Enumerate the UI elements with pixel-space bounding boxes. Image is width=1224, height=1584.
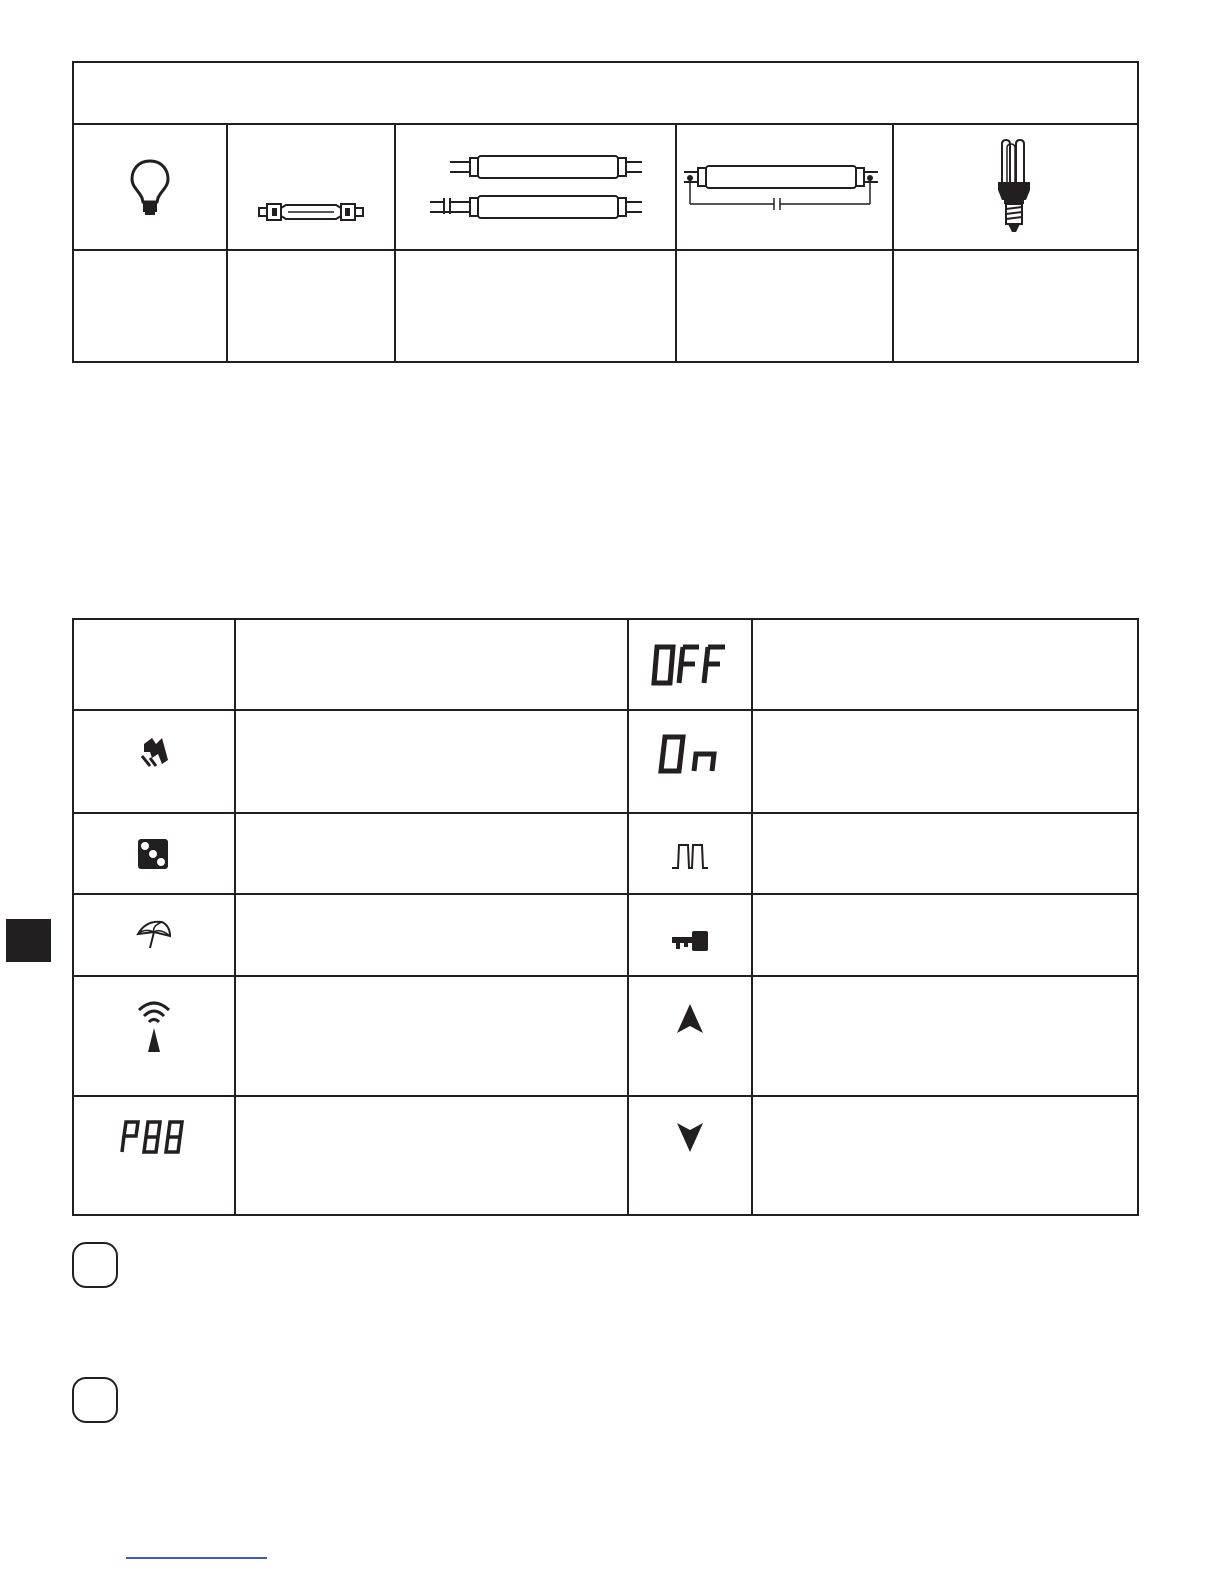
function-table-top-border bbox=[72, 618, 1139, 620]
function-table-col-divider bbox=[751, 618, 753, 1216]
lamp-table-col-divider bbox=[394, 123, 396, 363]
function-table-left-border bbox=[72, 618, 74, 1216]
lamp-table-header-divider bbox=[72, 123, 1139, 125]
function-table-row-divider bbox=[72, 975, 1139, 977]
note-marker-2 bbox=[72, 1377, 118, 1423]
manual-mode-icon bbox=[138, 734, 172, 768]
incandescent-bulb-icon bbox=[128, 158, 172, 218]
function-table-row-divider bbox=[72, 1095, 1139, 1097]
link-underline[interactable] bbox=[126, 1557, 267, 1559]
lamp-table-top-border bbox=[72, 61, 1139, 63]
pulse-icon bbox=[670, 842, 710, 870]
fluorescent-tube-compensated-icon bbox=[684, 160, 880, 212]
arrow-down-icon bbox=[676, 1122, 704, 1154]
program-number-icon bbox=[120, 1120, 186, 1154]
lamp-table-row-divider bbox=[72, 249, 1139, 251]
lamp-table-left-border bbox=[72, 61, 74, 363]
compact-fluorescent-lamp-icon bbox=[994, 138, 1034, 236]
lamp-table-bottom-border bbox=[72, 361, 1139, 363]
function-table-row-divider bbox=[72, 709, 1139, 711]
function-table-right-border bbox=[1137, 618, 1139, 1216]
remote-signal-icon bbox=[136, 998, 172, 1054]
random-dice-icon bbox=[137, 838, 169, 870]
function-table-bottom-border bbox=[72, 1214, 1139, 1216]
fluorescent-tube-pair-icon bbox=[428, 152, 644, 222]
function-table-row-divider bbox=[72, 893, 1139, 895]
function-table-row-divider bbox=[72, 812, 1139, 814]
lamp-table-col-divider bbox=[226, 123, 228, 363]
function-table-col-divider bbox=[234, 618, 236, 1216]
lamp-table-col-divider bbox=[892, 123, 894, 363]
halogen-tube-icon bbox=[258, 199, 364, 225]
lamp-table-col-divider bbox=[675, 123, 677, 363]
key-lock-icon bbox=[672, 930, 710, 952]
arrow-up-icon bbox=[676, 1002, 704, 1034]
on-display-icon bbox=[658, 734, 720, 774]
section-tab-marker bbox=[6, 919, 51, 962]
off-display-icon bbox=[652, 644, 728, 686]
function-table-col-divider bbox=[627, 618, 629, 1216]
holiday-umbrella-icon bbox=[134, 918, 174, 950]
note-marker-1 bbox=[72, 1242, 118, 1288]
lamp-table-right-border bbox=[1137, 61, 1139, 363]
